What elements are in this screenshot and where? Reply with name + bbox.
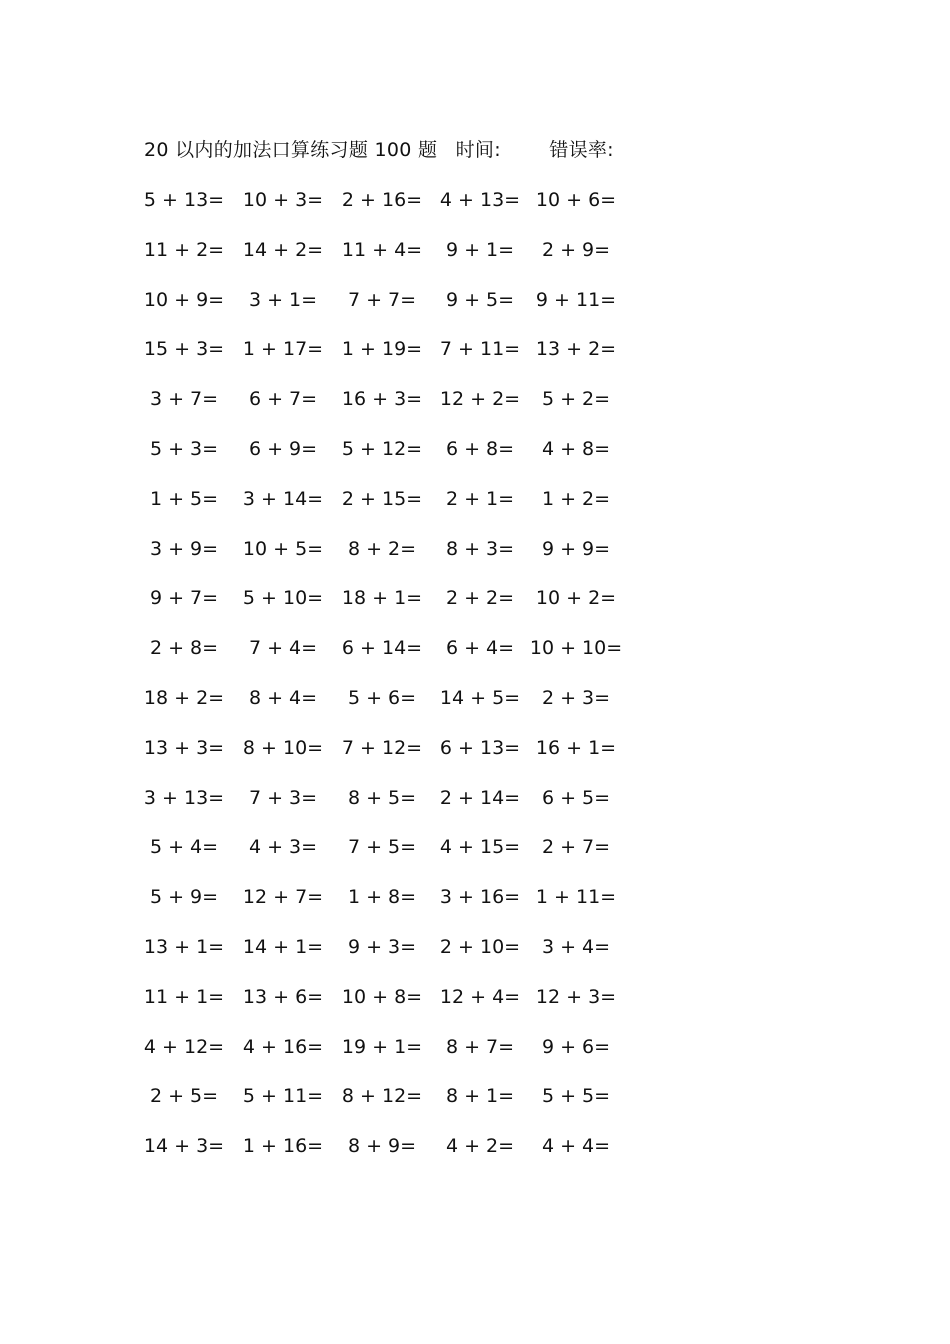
problem-item: 6 + 14= — [341, 637, 423, 660]
problem-item: 5 + 2= — [541, 388, 611, 411]
problem-item: 7 + 4= — [248, 637, 318, 660]
problem-item: 7 + 11= — [439, 338, 521, 361]
problem-item: 5 + 12= — [341, 438, 423, 460]
problem-item: 7 + 5= — [347, 836, 417, 859]
problem-item: 8 + 4= — [248, 687, 318, 709]
problem-item: 6 + 13= — [439, 736, 521, 759]
problem-item: 7 + 3= — [248, 786, 318, 809]
problem-item: 11 + 2= — [143, 238, 225, 261]
problem-item: 9 + 6= — [541, 1035, 611, 1058]
problem-item: 3 + 13= — [143, 786, 225, 809]
problem-item: 1 + 2= — [541, 487, 611, 510]
problem-item: 14 + 1= — [242, 936, 324, 958]
problem-item: 4 + 2= — [445, 1135, 515, 1158]
worksheet-title: 20 以内的加法口算练习题 100 题 — [144, 139, 438, 161]
problem-item: 2 + 7= — [541, 836, 611, 859]
problem-item: 3 + 1= — [248, 288, 318, 311]
problem-item: 1 + 5= — [149, 487, 219, 510]
problem-item: 5 + 10= — [242, 587, 324, 610]
problem-item: 1 + 8= — [347, 886, 417, 909]
problem-item: 4 + 16= — [242, 1035, 324, 1058]
problem-item: 18 + 2= — [143, 687, 225, 709]
problem-item: 3 + 9= — [149, 537, 219, 560]
problem-item: 5 + 5= — [541, 1085, 611, 1108]
problem-item: 2 + 1= — [445, 487, 515, 510]
problem-item: 13 + 2= — [535, 338, 617, 361]
problem-item: 6 + 9= — [248, 438, 318, 460]
problem-item: 2 + 16= — [341, 189, 423, 211]
problem-item: 1 + 17= — [242, 338, 324, 361]
problem-item: 2 + 14= — [439, 786, 521, 809]
problem-item: 12 + 4= — [439, 985, 521, 1008]
problem-item: 7 + 7= — [347, 288, 417, 311]
problem-item: 12 + 7= — [242, 886, 324, 909]
problem-item: 3 + 7= — [149, 388, 219, 411]
problem-item: 13 + 1= — [143, 936, 225, 958]
problem-item: 1 + 11= — [535, 886, 617, 909]
time-label: 时间: — [455, 139, 501, 161]
problem-item: 10 + 3= — [242, 189, 324, 211]
problem-item: 14 + 5= — [439, 687, 521, 709]
problem-item: 16 + 1= — [535, 736, 617, 759]
problem-item: 8 + 5= — [347, 786, 417, 809]
problem-item: 2 + 2= — [445, 587, 515, 610]
problem-item: 4 + 13= — [439, 189, 521, 211]
problem-item: 1 + 19= — [341, 338, 423, 361]
problem-item: 6 + 8= — [445, 438, 515, 460]
problem-item: 14 + 2= — [242, 238, 324, 261]
problem-item: 6 + 4= — [445, 637, 515, 660]
problem-item: 3 + 16= — [439, 886, 521, 909]
problem-item: 9 + 5= — [445, 288, 515, 311]
problem-item: 3 + 14= — [242, 487, 324, 510]
problem-item: 5 + 3= — [149, 438, 219, 460]
problem-item: 10 + 5= — [242, 537, 324, 560]
problem-item: 15 + 3= — [143, 338, 225, 361]
problem-item: 2 + 15= — [341, 487, 423, 510]
problem-item: 1 + 16= — [242, 1135, 324, 1158]
problem-item: 4 + 4= — [541, 1135, 611, 1158]
problem-item: 11 + 4= — [341, 238, 423, 261]
problem-item: 8 + 9= — [347, 1135, 417, 1158]
problem-item: 8 + 12= — [341, 1085, 423, 1108]
problem-item: 5 + 4= — [149, 836, 219, 859]
problem-item: 5 + 13= — [143, 189, 225, 211]
problem-item: 10 + 9= — [143, 288, 225, 311]
problem-item: 11 + 1= — [143, 985, 225, 1008]
problem-item: 10 + 8= — [341, 985, 423, 1008]
problem-item: 4 + 8= — [541, 438, 611, 460]
problem-item: 8 + 2= — [347, 537, 417, 560]
problem-item: 12 + 2= — [439, 388, 521, 411]
problem-item: 4 + 12= — [143, 1035, 225, 1058]
problem-item: 10 + 6= — [535, 189, 617, 211]
problem-item: 7 + 12= — [341, 736, 423, 759]
problem-item: 12 + 3= — [535, 985, 617, 1008]
problem-item: 19 + 1= — [341, 1035, 423, 1058]
problem-item: 4 + 15= — [439, 836, 521, 859]
problem-item: 10 + 10= — [529, 637, 623, 660]
error-rate-label: 错误率: — [549, 139, 614, 161]
problem-item: 3 + 4= — [541, 936, 611, 958]
problem-item: 9 + 1= — [445, 238, 515, 261]
problem-item: 6 + 7= — [248, 388, 318, 411]
problem-item: 13 + 6= — [242, 985, 324, 1008]
problem-item: 8 + 3= — [445, 537, 515, 560]
problem-item: 4 + 3= — [248, 836, 318, 859]
problem-item: 8 + 10= — [242, 736, 324, 759]
problem-item: 9 + 11= — [535, 288, 617, 311]
problem-item: 2 + 10= — [439, 936, 521, 958]
problem-item: 8 + 1= — [445, 1085, 515, 1108]
problem-item: 9 + 3= — [347, 936, 417, 958]
problem-item: 5 + 6= — [347, 687, 417, 709]
problem-item: 2 + 3= — [541, 687, 611, 709]
problem-item: 13 + 3= — [143, 736, 225, 759]
problem-item: 9 + 7= — [149, 587, 219, 610]
problem-item: 9 + 9= — [541, 537, 611, 560]
problem-item: 2 + 8= — [149, 637, 219, 660]
problem-item: 8 + 7= — [445, 1035, 515, 1058]
problem-item: 6 + 5= — [541, 786, 611, 809]
problem-item: 5 + 11= — [242, 1085, 324, 1108]
problem-item: 2 + 9= — [541, 238, 611, 261]
problem-item: 16 + 3= — [341, 388, 423, 411]
problem-item: 5 + 9= — [149, 886, 219, 909]
problem-item: 18 + 1= — [341, 587, 423, 610]
problem-item: 14 + 3= — [143, 1135, 225, 1158]
problem-item: 10 + 2= — [535, 587, 617, 610]
problem-item: 2 + 5= — [149, 1085, 219, 1108]
